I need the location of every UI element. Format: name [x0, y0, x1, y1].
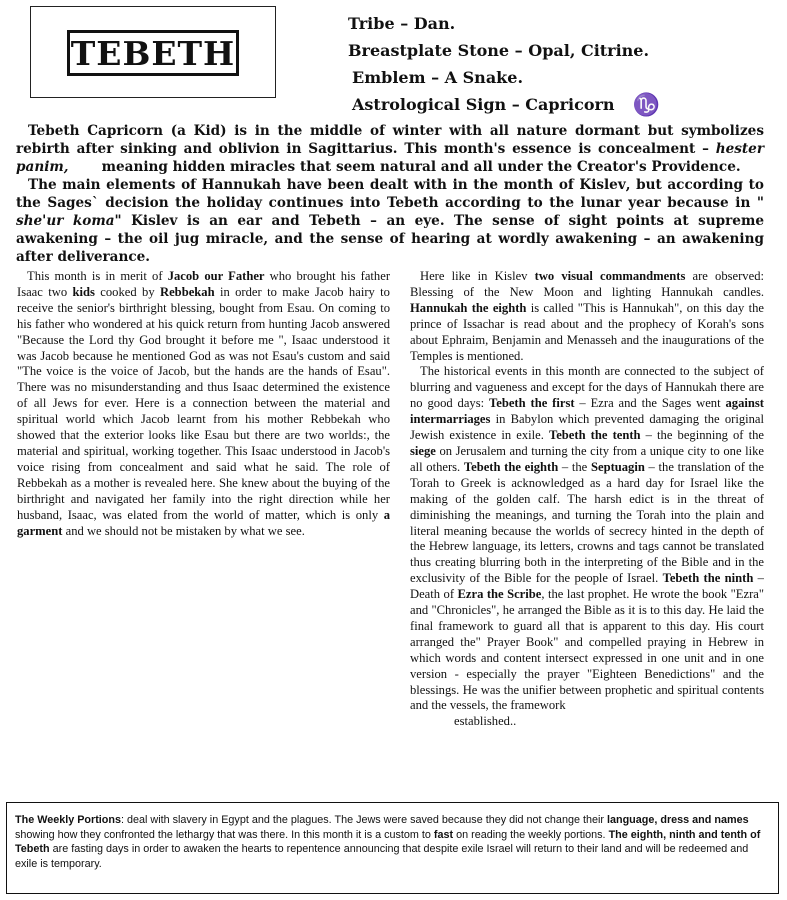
fact-breastplate-stone: Breastplate Stone – Opal, Citrine.: [348, 41, 650, 60]
text-run: in order to make Jacob hairy to receive the senior's birthright blessing, bought from Esau. On coming to his father who wondered at his quick return from hunting Jacob answered "Because the Lord thy God brought it before me ", Isaac understood it was Jacob because he mentioned God as was not Esau's custom and said "The voice is the voice of Jacob, but the hands are the hands of Esau". There was no misunderstanding and thus Isaac determined the existence of all Jews for ever. Here is a connection between the material and spiritual world which Jacob learnt from his mother Rebbekah who showed that the exterior looks like Esau but there are two worlds:, the material and spiritual, working together. This Isaac understood in Jacob's voice rising from concealment and said what he said. The role of Rebbekah as a mother is revealed here. She knew about the buying of the birthright and navigated her family into the right direction while her husband, Isaac, was elated from the world of matter, which is only: [17, 284, 390, 522]
bold-phrase: seem natural: [335, 159, 436, 175]
bold-phrase: against intermarriages: [410, 396, 764, 427]
text-run: is an: [177, 213, 238, 229]
text-run: This month is in merit of: [27, 269, 168, 283]
right-paragraph-2: [410, 364, 764, 714]
capricorn-icon: ♑: [632, 93, 660, 118]
month-facts: [348, 10, 768, 119]
text-run: who brought his father Isaac two: [17, 269, 391, 299]
fact-emblem: Emblem – A Snake.: [352, 68, 524, 87]
bold-phrase: dormant: [575, 123, 641, 139]
left-column: [17, 269, 390, 539]
text-run: and we should not be mistaken by what we see.: [62, 523, 305, 538]
text-run: This month's essence is concealment –: [397, 141, 716, 157]
text-run: meaning: [68, 159, 173, 175]
text-run: and all under the Creator's Providence.: [436, 159, 741, 175]
bold-phrase: Tebeth the ninth: [662, 571, 754, 586]
text-run: cooked by: [94, 284, 160, 299]
text-run: – Ezra and the Sages went: [574, 396, 726, 411]
text-run: is called "This is Hannukah", on this day the prince of Issachar is read about and the prophecy of Korah's sons about Ephraim, Benjamin and Menasseh and the inaugurations of the Temples is mentioned.: [410, 300, 764, 363]
bold-phrase: siege: [410, 443, 436, 458]
bold-phrase: The eighth, ninth and tenth of Tebeth: [15, 828, 761, 855]
bold-phrase: supreme awakening: [16, 213, 764, 247]
text-run: is in the middle of winter with all nature: [226, 123, 575, 139]
text-run: – the beginning of the: [640, 428, 764, 443]
bold-phrase: Kislev: [579, 177, 626, 193]
text-run: and: [262, 213, 310, 229]
intro-text: [16, 122, 764, 266]
text-run: showing how they confronted the lethargy that was there. In this month it is a custom to: [15, 828, 434, 841]
text-run: Here like in Kislev: [420, 269, 535, 283]
text-run: according to the lunar year because in ": [438, 195, 764, 211]
bold-phrase: Tebeth Capricorn (a Kid): [28, 123, 227, 139]
bold-phrase: Septuagin: [590, 459, 645, 474]
text-run: but symbolizes: [640, 123, 764, 139]
weekly-portions-text: [15, 813, 770, 871]
bold-phrase: hidden miracles: [172, 159, 296, 175]
text-run: The sense of: [444, 213, 569, 229]
text-run: The historical events in this month are connected to the subject of blurring and vagueness and except for the days of Hannukah there are no good days:: [410, 364, 764, 411]
page-title: TEBETH: [70, 33, 236, 73]
bold-phrase: Rebbekah: [160, 284, 215, 299]
bold-phrase: eye.: [414, 213, 445, 229]
text-run: have been dealt with in the month of: [281, 177, 580, 193]
bold-phrase: language, dress and names: [606, 814, 749, 826]
bold-phrase: rebirth: [16, 141, 70, 157]
text-run: – an: [360, 213, 415, 229]
title-box: [67, 30, 239, 76]
bold-phrase: Tebeth the tenth: [548, 428, 641, 443]
bold-phrase: ear: [237, 213, 263, 229]
bold-phrase: Tebeth: [386, 195, 439, 211]
bold-phrase: two visual commandments: [534, 269, 686, 283]
text-run: , but according to the Sages` decision the holiday continues into: [16, 177, 765, 211]
text-run: – the translation of the Torah to Greek is acknowledged as a hard day for Israel like the making of the golden calf. The harsh edict is in the threat of diminishing the meanings, and turning the Torah into the plain and literal meaning because the worlds of secrecy hinted in the depth of the Hebrew language, its letters, crowns and tags cannot be translated thus creating blurring both in the interpreting of the Bible and in the exclusivity of the Bible for the people of Israel.: [410, 459, 764, 586]
text-run: – an awakening after deliverance.: [16, 231, 764, 265]
bold-phrase: Tebeth: [309, 213, 361, 229]
italic-phrase: hester panim,: [16, 141, 764, 175]
bold-phrase: a garment: [17, 507, 390, 538]
bold-phrase: Tebeth the first: [489, 396, 575, 411]
text-run: –: [97, 231, 118, 247]
bold-phrase: Tebeth the eighth: [463, 459, 559, 474]
bold-phrase: the oil jug miracle: [117, 231, 264, 247]
title-frame: [30, 6, 276, 98]
bold-phrase: wordly awakening: [498, 231, 638, 247]
bold-phrase: Hannukah the eighth: [410, 300, 527, 315]
fact-tribe: Tribe – Dan.: [348, 14, 456, 33]
bold-phrase: Sagittarius.: [308, 141, 398, 157]
fact-astrological-sign: Astrological Sign – Capricorn ♑: [352, 93, 660, 118]
bold-phrase: Ezra the Scribe: [457, 587, 542, 602]
intro-paragraph-1: [16, 122, 764, 176]
bold-phrase: Kislev: [131, 213, 178, 229]
bold-phrase: The Weekly Portions: [15, 814, 121, 826]
bold-phrase: sight: [568, 213, 608, 229]
weekly-portions-box: [6, 802, 779, 894]
bold-phrase: hearing: [411, 231, 471, 247]
intro-paragraph-2: [16, 176, 764, 266]
bold-phrase: Jacob our Father: [167, 269, 265, 283]
text-run: – the: [558, 459, 591, 474]
text-run: in Babylon which prevented damaging the original Jewish existence in exile.: [410, 412, 764, 443]
text-run: , and the sense of: [263, 231, 412, 247]
text-run: after sinking and oblivion in: [69, 141, 309, 157]
text-run: are observed: Blessing of the New Moon and lighting Hannukah candles.: [410, 269, 764, 299]
text-run: at: [470, 231, 499, 247]
italic-phrase: she'ur koma: [16, 213, 115, 229]
text-run: on reading the weekly portions.: [453, 828, 609, 841]
text-run: The main elements of: [28, 177, 202, 193]
right-paragraph-end: established..: [454, 714, 517, 729]
bold-phrase: Hannukah: [201, 177, 282, 193]
text-run: : deal with slavery in Egypt and the plagues. The Jews were saved because they did not change their: [121, 814, 607, 826]
right-column: [410, 269, 764, 730]
bold-phrase: fast: [433, 828, 454, 841]
text-run: that: [295, 159, 336, 175]
text-run: , the last prophet. He wrote the book "Ezra" and "Chronicles", he arranged the Bible as it is to this day. He laid the final framework to guard all that is apparent to this day. His court arranged the" Prayer Book" and compelled praying in Hebrew in which words and content intersect expressed in one unit and in one version - especially the prayer "Eighteen Benedictions" and the blessings. He was the unifier between prophetic and spiritual contents and the vessels, the framework: [410, 587, 765, 713]
right-paragraph-1: [410, 269, 764, 364]
text-run: – Death of: [410, 571, 764, 602]
text-run: are fasting days in order to awaken the hearts to repentence announcing that despite exile Israel will return to their land and will be redeemed and exile is temporary.: [15, 843, 749, 870]
text-run: on Jerusalem and turning the city from a unique city to one like all others.: [410, 443, 764, 474]
bold-phrase: kids: [72, 284, 95, 299]
left-paragraph: [17, 269, 390, 539]
text-run: ": [114, 213, 132, 229]
text-run: points at: [607, 213, 699, 229]
